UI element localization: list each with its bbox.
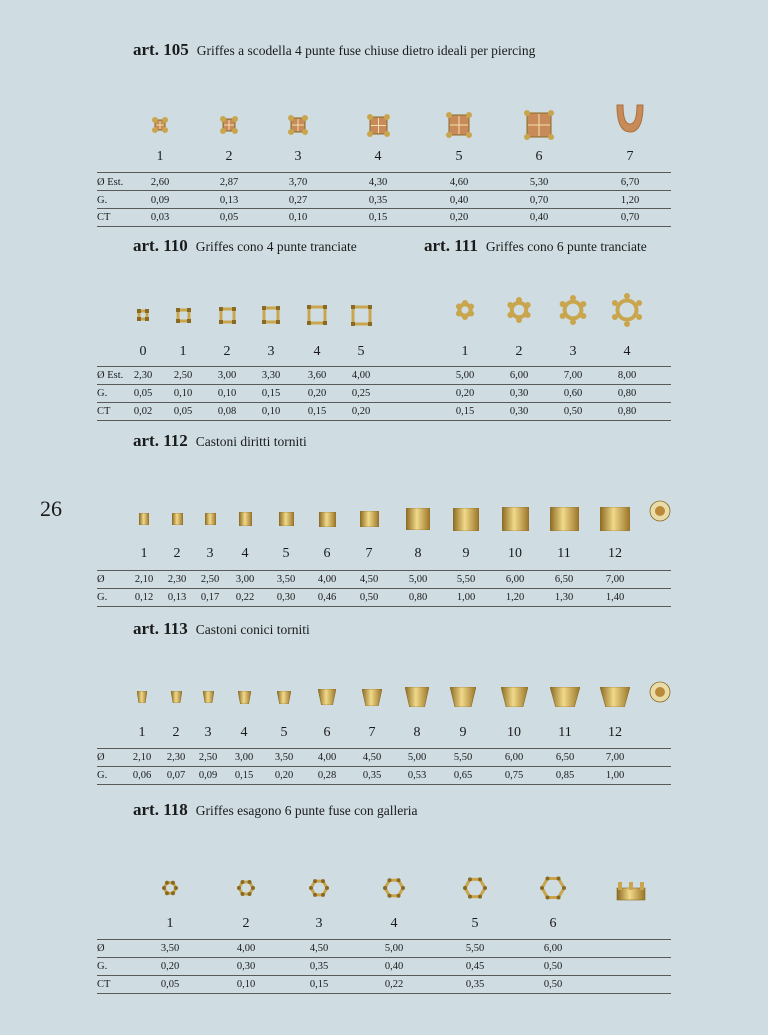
size-number: 4 <box>390 916 398 931</box>
ct-value: 0,10 <box>261 406 281 417</box>
table-rule <box>97 384 671 385</box>
g-value: 1,20 <box>620 195 640 206</box>
g-value: 0,13 <box>167 592 187 603</box>
ct-value: 0,10 <box>236 979 256 990</box>
bezel-image <box>502 507 529 531</box>
size-number: 4 <box>240 725 248 740</box>
size-number: 1 <box>461 344 469 359</box>
size-number: 5 <box>357 344 365 359</box>
prong-setting-image <box>287 114 309 136</box>
size-number: 8 <box>414 546 422 561</box>
g-value: 0,40 <box>384 961 404 972</box>
d-value: 2,50 <box>200 574 220 585</box>
six-prong-image <box>506 297 532 323</box>
ct-value: 0,20 <box>449 212 469 223</box>
g-value: 0,80 <box>617 388 637 399</box>
table-rule <box>97 748 671 749</box>
size-number: 4 <box>313 344 321 359</box>
row-label: CT <box>97 406 111 417</box>
table-rule <box>97 993 671 994</box>
cone-prong-image <box>307 305 327 325</box>
size-number: 11 <box>557 546 571 561</box>
bezel-image <box>406 508 430 530</box>
table-rule <box>97 172 671 173</box>
size-number: 9 <box>459 725 467 740</box>
ct-value: 0,50 <box>563 406 583 417</box>
d-value: 6,00 <box>543 943 563 954</box>
g-value: 0,05 <box>133 388 153 399</box>
hexagon-setting-image <box>383 877 405 899</box>
row-label: G. <box>97 961 108 972</box>
g-value: 0,75 <box>504 770 524 781</box>
bezel-image <box>319 512 336 527</box>
prong-setting-image <box>151 116 169 134</box>
d-value: 2,30 <box>167 574 187 585</box>
size-number: 7 <box>368 725 376 740</box>
bezel-image <box>600 507 630 531</box>
d-value: 2,30 <box>166 752 186 763</box>
cup-setting-image <box>612 100 648 136</box>
est-value: 2,60 <box>150 177 170 188</box>
ct-value: 0,15 <box>368 212 388 223</box>
size-number: 1 <box>166 916 174 931</box>
table-rule <box>97 957 671 958</box>
g-value: 0,65 <box>453 770 473 781</box>
size-number: 1 <box>179 344 187 359</box>
d-value: 6,50 <box>555 752 575 763</box>
conical-bezel-top-view-image <box>649 681 671 703</box>
art-number: art. 105 <box>133 40 189 59</box>
ct-value: 0,03 <box>150 212 170 223</box>
section-title-art-112 <box>133 431 307 451</box>
art-description: Griffes cono 6 punte tranciate <box>485 239 647 254</box>
conical-bezel-image <box>550 687 580 707</box>
size-number: 6 <box>535 149 543 164</box>
d-value: 5,50 <box>465 943 485 954</box>
g-value: 0,25 <box>351 388 371 399</box>
size-number: 6 <box>323 546 331 561</box>
hexagon-setting-image <box>162 880 178 896</box>
est-value: 2,50 <box>173 370 193 381</box>
row-label: G. <box>97 195 108 206</box>
g-value: 0,60 <box>563 388 583 399</box>
g-value: 0,12 <box>134 592 154 603</box>
size-number: 5 <box>455 149 463 164</box>
conical-bezel-image <box>405 687 429 707</box>
size-number: 4 <box>374 149 382 164</box>
table-rule <box>97 226 671 227</box>
est-value: 4,60 <box>449 177 469 188</box>
est-value: 6,00 <box>509 370 529 381</box>
g-value: 0,20 <box>307 388 327 399</box>
size-number: 1 <box>156 149 164 164</box>
ct-value: 0,15 <box>307 406 327 417</box>
g-value: 0,09 <box>150 195 170 206</box>
g-value: 0,20 <box>274 770 294 781</box>
size-number: 4 <box>241 546 249 561</box>
g-value: 1,00 <box>456 592 476 603</box>
bezel-image <box>139 513 149 525</box>
size-number: 3 <box>267 344 275 359</box>
row-label: G. <box>97 592 108 603</box>
g-value: 0,22 <box>235 592 255 603</box>
ct-value: 0,15 <box>309 979 329 990</box>
conical-bezel-image <box>171 691 182 703</box>
six-prong-image <box>610 293 644 327</box>
g-value: 0,35 <box>368 195 388 206</box>
art-number: art. 113 <box>133 619 188 638</box>
d-value: 7,00 <box>605 752 625 763</box>
art-number: art. 111 <box>424 236 478 255</box>
d-value: 6,50 <box>554 574 574 585</box>
est-value: 5,30 <box>529 177 549 188</box>
table-rule <box>97 420 671 421</box>
size-number: 2 <box>172 725 180 740</box>
g-value: 0,27 <box>288 195 308 206</box>
size-number: 2 <box>225 149 233 164</box>
g-value: 0,06 <box>132 770 152 781</box>
ct-value: 0,40 <box>529 212 549 223</box>
g-value: 0,53 <box>407 770 427 781</box>
g-value: 0,70 <box>529 195 549 206</box>
d-value: 3,50 <box>274 752 294 763</box>
size-number: 10 <box>507 725 521 740</box>
d-value: 2,10 <box>134 574 154 585</box>
table-rule <box>97 784 671 785</box>
row-label: Ø Est. <box>97 177 124 188</box>
est-value: 3,00 <box>217 370 237 381</box>
est-value: 2,30 <box>133 370 153 381</box>
g-value: 0,85 <box>555 770 575 781</box>
bezel-image <box>550 507 579 531</box>
table-rule <box>97 190 671 191</box>
g-value: 0,20 <box>455 388 475 399</box>
g-value: 0,46 <box>317 592 337 603</box>
g-value: 0,50 <box>543 961 563 972</box>
size-number: 10 <box>508 546 522 561</box>
hexagon-setting-image <box>463 876 487 900</box>
size-number: 2 <box>173 546 181 561</box>
g-value: 0,17 <box>200 592 220 603</box>
table-rule <box>97 766 671 767</box>
d-value: 4,00 <box>317 752 337 763</box>
d-value: 5,50 <box>456 574 476 585</box>
hexagon-setting-image <box>540 875 566 901</box>
bezel-image <box>360 511 379 527</box>
ct-value: 0,08 <box>217 406 237 417</box>
ct-value: 0,22 <box>384 979 404 990</box>
size-number: 2 <box>515 344 523 359</box>
row-label: CT <box>97 212 111 223</box>
conical-bezel-image <box>238 691 251 704</box>
g-value: 0,10 <box>217 388 237 399</box>
conical-bezel-image <box>318 689 336 705</box>
art-description: Griffes cono 4 punte tranciate <box>195 239 357 254</box>
size-number: 2 <box>223 344 231 359</box>
cone-prong-image <box>262 306 280 324</box>
conical-bezel-image <box>450 687 476 707</box>
table-rule <box>97 208 671 209</box>
g-value: 1,30 <box>554 592 574 603</box>
size-number: 0 <box>139 344 147 359</box>
ct-value: 0,05 <box>160 979 180 990</box>
size-number: 5 <box>282 546 290 561</box>
size-number: 6 <box>549 916 557 931</box>
table-rule <box>97 570 671 571</box>
size-number: 3 <box>315 916 323 931</box>
d-value: 4,00 <box>236 943 256 954</box>
g-value: 0,09 <box>198 770 218 781</box>
row-label: CT <box>97 979 111 990</box>
size-number: 5 <box>280 725 288 740</box>
row-label: Ø <box>97 752 105 763</box>
d-value: 4,50 <box>359 574 379 585</box>
ct-value: 0,05 <box>173 406 193 417</box>
size-number: 12 <box>608 546 622 561</box>
section-title-art-110 <box>133 236 357 256</box>
prong-setting-image <box>523 109 555 141</box>
row-label: G. <box>97 388 108 399</box>
d-value: 5,00 <box>407 752 427 763</box>
d-value: 3,00 <box>235 574 255 585</box>
ct-value: 0,50 <box>543 979 563 990</box>
art-description: Griffes esagono 6 punte fuse con galleria <box>195 803 418 818</box>
est-value: 3,60 <box>307 370 327 381</box>
table-rule <box>97 588 671 589</box>
row-label: Ø <box>97 574 105 585</box>
row-label: Ø <box>97 943 105 954</box>
size-number: 3 <box>204 725 212 740</box>
d-value: 3,50 <box>160 943 180 954</box>
est-value: 4,00 <box>351 370 371 381</box>
size-number: 12 <box>608 725 622 740</box>
prong-setting-image <box>366 113 391 138</box>
bezel-top-view-image <box>649 500 671 522</box>
cone-prong-image <box>137 309 149 321</box>
size-number: 1 <box>140 546 148 561</box>
section-title-art-118 <box>133 800 417 820</box>
size-number: 8 <box>413 725 421 740</box>
cone-prong-image <box>219 307 236 324</box>
ct-value: 0,02 <box>133 406 153 417</box>
six-prong-image <box>455 300 475 320</box>
ct-value: 0,70 <box>620 212 640 223</box>
conical-bezel-image <box>600 687 630 707</box>
d-value: 5,00 <box>384 943 404 954</box>
hexagon-setting-side-view-image <box>616 880 646 902</box>
size-number: 3 <box>206 546 214 561</box>
bezel-image <box>205 513 216 525</box>
d-value: 5,00 <box>408 574 428 585</box>
d-value: 2,10 <box>132 752 152 763</box>
table-rule <box>97 402 671 403</box>
size-number: 9 <box>462 546 470 561</box>
d-value: 5,50 <box>453 752 473 763</box>
g-value: 0,07 <box>166 770 186 781</box>
size-number: 4 <box>623 344 631 359</box>
bezel-image <box>172 513 183 525</box>
ct-value: 0,80 <box>617 406 637 417</box>
d-value: 2,50 <box>198 752 218 763</box>
size-number: 1 <box>138 725 146 740</box>
est-value: 2,87 <box>219 177 239 188</box>
size-number: 7 <box>365 546 373 561</box>
g-value: 0,30 <box>509 388 529 399</box>
art-description: Castoni diritti torniti <box>195 434 307 449</box>
d-value: 4,00 <box>317 574 337 585</box>
conical-bezel-image <box>501 687 528 707</box>
size-number: 3 <box>294 149 302 164</box>
hexagon-setting-image <box>237 879 255 897</box>
g-value: 0,15 <box>234 770 254 781</box>
size-number: 6 <box>323 725 331 740</box>
d-value: 3,50 <box>276 574 296 585</box>
g-value: 0,80 <box>408 592 428 603</box>
art-number: art. 118 <box>133 800 188 819</box>
six-prong-image <box>558 295 588 325</box>
page-number: 26 <box>40 496 62 521</box>
table-rule <box>97 606 671 607</box>
section-title-art-111 <box>424 236 647 256</box>
g-value: 1,40 <box>605 592 625 603</box>
conical-bezel-image <box>277 691 291 704</box>
g-value: 0,28 <box>317 770 337 781</box>
bezel-image <box>279 512 294 526</box>
g-value: 1,20 <box>505 592 525 603</box>
est-value: 5,00 <box>455 370 475 381</box>
table-rule <box>97 975 671 976</box>
est-value: 4,30 <box>368 177 388 188</box>
hexagon-setting-image <box>309 878 329 898</box>
art-number: art. 112 <box>133 431 188 450</box>
conical-bezel-image <box>362 689 382 706</box>
ct-value: 0,35 <box>465 979 485 990</box>
g-value: 0,13 <box>219 195 239 206</box>
d-value: 6,00 <box>505 574 525 585</box>
d-value: 7,00 <box>605 574 625 585</box>
section-title-art-113 <box>133 619 310 639</box>
art-description: Castoni conici torniti <box>195 622 310 637</box>
g-value: 1,00 <box>605 770 625 781</box>
g-value: 0,20 <box>160 961 180 972</box>
prong-setting-image <box>445 111 473 139</box>
conical-bezel-image <box>137 691 147 703</box>
g-value: 0,15 <box>261 388 281 399</box>
est-value: 7,00 <box>563 370 583 381</box>
row-label: Ø Est. <box>97 370 124 381</box>
prong-setting-image <box>219 115 239 135</box>
size-number: 11 <box>558 725 572 740</box>
conical-bezel-image <box>203 691 214 703</box>
section-title-art-105 <box>133 40 535 60</box>
cone-prong-image <box>351 305 372 326</box>
est-value: 8,00 <box>617 370 637 381</box>
table-rule <box>97 939 671 940</box>
art-description: Griffes a scodella 4 punte fuse chiuse dietro ideali per piercing <box>196 43 536 58</box>
size-number: 7 <box>626 149 634 164</box>
art-number: art. 110 <box>133 236 188 255</box>
ct-value: 0,30 <box>509 406 529 417</box>
d-value: 6,00 <box>504 752 524 763</box>
size-number: 5 <box>471 916 479 931</box>
g-value: 0,35 <box>309 961 329 972</box>
g-value: 0,30 <box>276 592 296 603</box>
g-value: 0,30 <box>236 961 256 972</box>
d-value: 4,50 <box>309 943 329 954</box>
table-rule <box>97 366 671 367</box>
ct-value: 0,05 <box>219 212 239 223</box>
est-value: 3,30 <box>261 370 281 381</box>
g-value: 0,40 <box>449 195 469 206</box>
ct-value: 0,10 <box>288 212 308 223</box>
g-value: 0,45 <box>465 961 485 972</box>
d-value: 3,00 <box>234 752 254 763</box>
ct-value: 0,15 <box>455 406 475 417</box>
bezel-image <box>453 508 479 531</box>
d-value: 4,50 <box>362 752 382 763</box>
ct-value: 0,20 <box>351 406 371 417</box>
row-label: G. <box>97 770 108 781</box>
g-value: 0,10 <box>173 388 193 399</box>
est-value: 6,70 <box>620 177 640 188</box>
g-value: 0,50 <box>359 592 379 603</box>
size-number: 2 <box>242 916 250 931</box>
cone-prong-image <box>176 308 191 323</box>
est-value: 3,70 <box>288 177 308 188</box>
bezel-image <box>239 512 252 526</box>
g-value: 0,35 <box>362 770 382 781</box>
size-number: 3 <box>569 344 577 359</box>
